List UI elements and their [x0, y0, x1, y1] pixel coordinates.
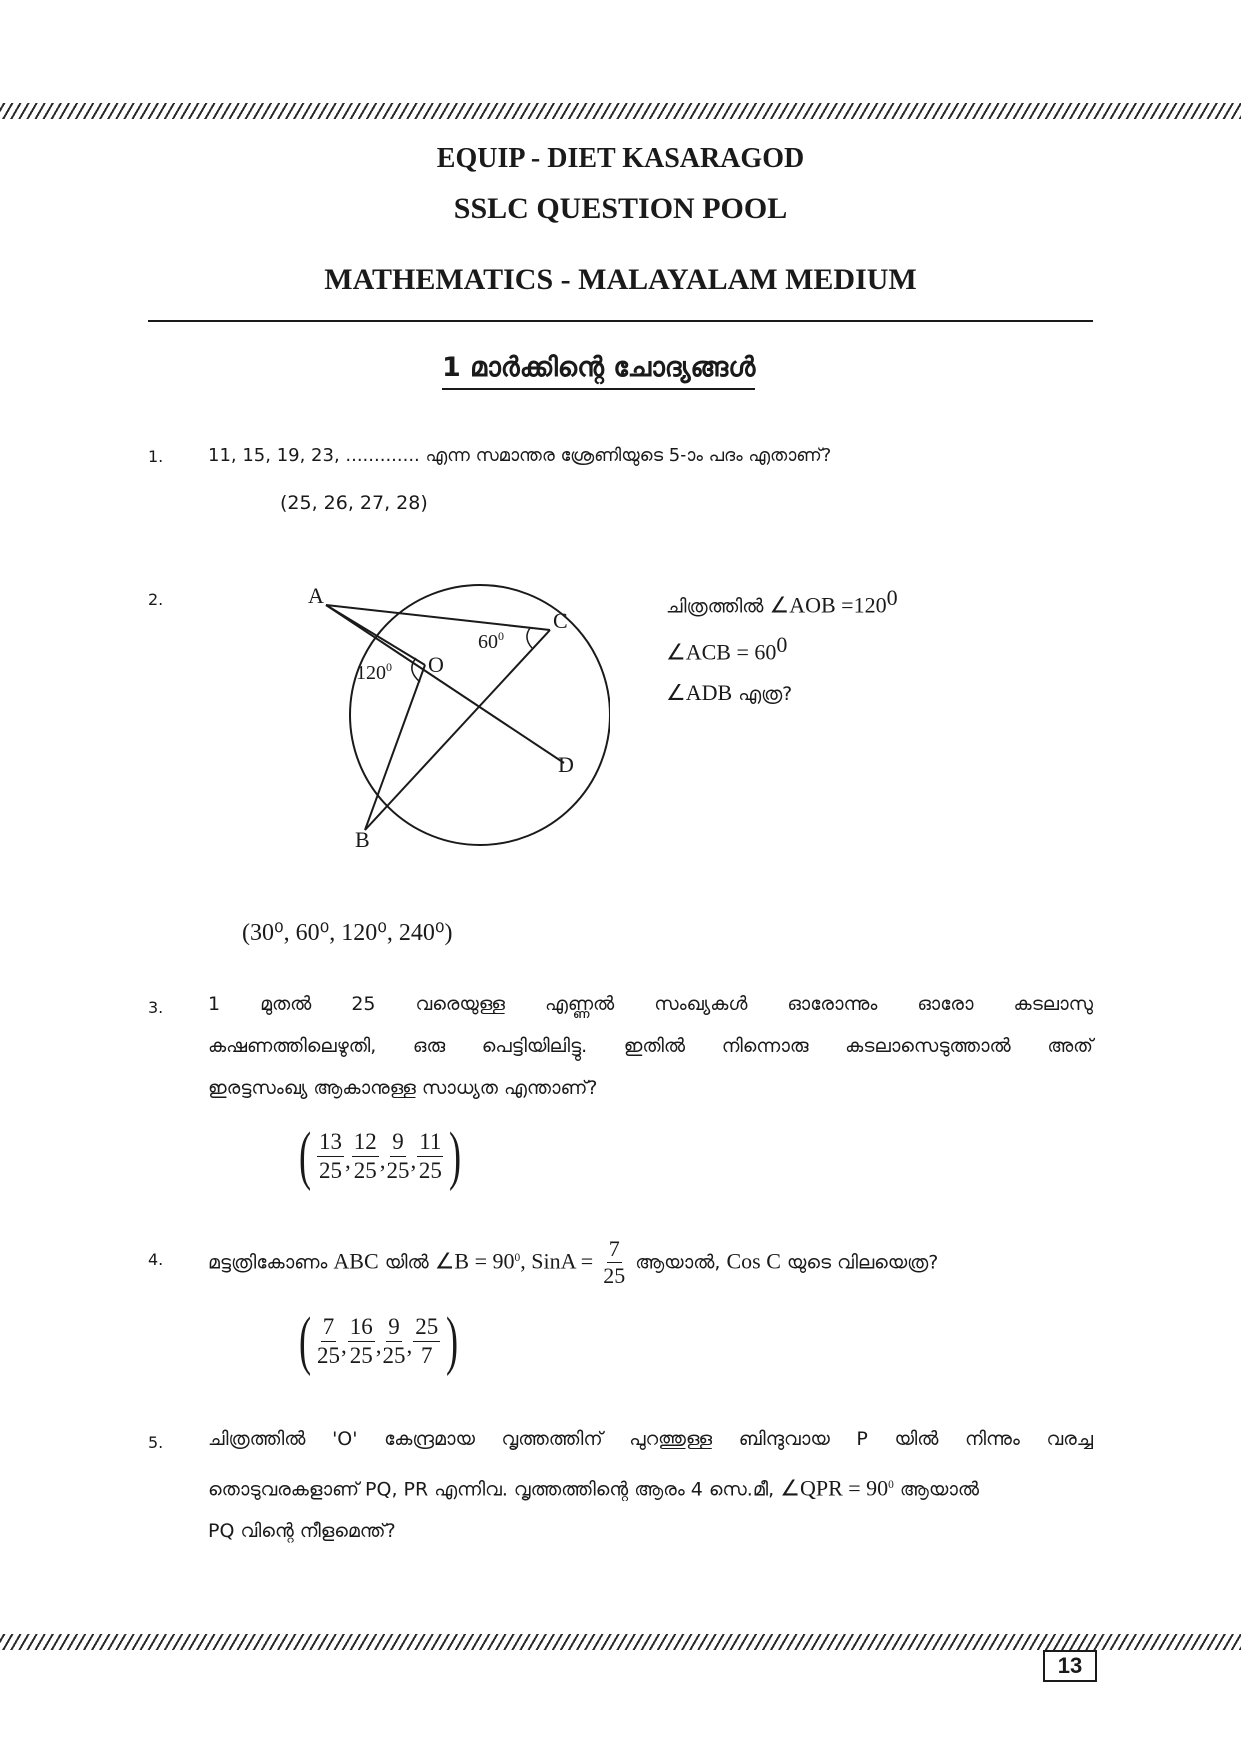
- angle-arc-c: [527, 628, 532, 648]
- degree-mark: 0: [886, 585, 898, 610]
- right-paren: ): [449, 1119, 462, 1192]
- line-ad: [326, 605, 564, 763]
- top-hatch-border: [0, 103, 1241, 119]
- label-a: A: [308, 583, 324, 608]
- question-number: 4.: [148, 1250, 164, 1269]
- page-number: 13: [1043, 1650, 1097, 1682]
- option-fraction: $\frac{7}{25}$: [316, 1313, 340, 1368]
- degree-mark: 0: [386, 660, 392, 674]
- option-fraction: $\frac{9}{25}$: [386, 1128, 410, 1183]
- degree-mark: 0: [498, 629, 504, 643]
- sin-a-fraction: $\frac{7}{25}$: [603, 1236, 626, 1289]
- option-fraction: $\frac{12}{25}$: [353, 1128, 377, 1183]
- line-cb: [365, 630, 550, 830]
- degree-mark: 0: [776, 632, 788, 657]
- question-5-line-2: തൊടുവരകളാണ് PQ, PR എന്നിവ. വൃത്തത്തിന്റെ ആരം 4 സെ.മീ, ∠QPR = $90^0$ ആയാൽ: [208, 1475, 980, 1501]
- header-title-2: SSLC QUESTION POOL: [453, 192, 788, 225]
- option-fraction: $\frac{11}{25}$: [418, 1128, 442, 1183]
- question-5-line-3: PQ വിന്റെ നീളമെന്ത്?: [208, 1520, 396, 1542]
- angle-label-o: 120: [356, 662, 386, 684]
- q2-angle-adb: ∠ADB: [666, 680, 733, 705]
- header-title-3: MATHEMATICS - MALAYALAM MEDIUM: [324, 263, 917, 296]
- diagram-circle: [350, 585, 610, 845]
- question-number: 3.: [148, 998, 164, 1017]
- option-fraction: $\frac{9}{25}$: [382, 1313, 406, 1368]
- question-3-line-3: ഇരട്ടസംഖ്യ ആകാനുള്ള സാധ്യത എന്താണ്?: [208, 1077, 598, 1099]
- question-4-options: ( $\frac{7}{25}$ , $\frac{16}{25}$ , $\frac{9}{25}$ , $\frac{25}{7}$ ): [298, 1304, 459, 1377]
- label-o: O: [428, 652, 444, 677]
- angle-label-c: 60: [478, 631, 498, 653]
- option-fraction: $\frac{25}{7}$: [415, 1313, 439, 1368]
- question-3-options: ( $\frac{13}{25}$ , $\frac{12}{25}$ , $\frac{9}{25}$ , $\frac{11}{25}$ ): [298, 1119, 462, 1192]
- section-title: 1 മാർക്കിന്റെ ചോദ്യങ്ങൾ: [442, 352, 755, 390]
- header-title-1: EQUIP - DIET KASARAGOD: [436, 143, 805, 174]
- question-1-text: 11, 15, 19, 23, ............. എന്ന സമാന്തര ശ്രേണിയുടെ 5-ാം പദം എതാണ്?: [208, 445, 832, 466]
- q2-angle-acb: ∠ACB = 60: [666, 639, 777, 665]
- question-number: 5.: [148, 1433, 164, 1452]
- header-rule: [148, 320, 1093, 322]
- question-2-line-2: [666, 632, 787, 665]
- right-paren: ): [446, 1304, 459, 1377]
- question-1-options: (25, 26, 27, 28): [280, 492, 428, 514]
- svg-text:600: [478, 629, 504, 653]
- q2-angle-aob: ∠AOB =120: [769, 592, 887, 618]
- option-fraction: $\frac{16}{25}$: [349, 1313, 373, 1368]
- option-fraction: $\frac{13}{25}$: [318, 1128, 342, 1183]
- question-5-line-1: ചിത്രത്തിൽ 'O' കേന്ദ്രമായ വൃത്തത്തിന് പുറത്തുള്ള ബിന്ദുവായ P യിൽ നിന്നും വരച്ച: [208, 1428, 1093, 1450]
- bottom-hatch-border: [0, 1634, 1241, 1650]
- question-3-line-1: 1 മുതൽ 25 വരെയുള്ള എണ്ണൽ സംഖ്യകൾ ഓരോന്നും ഓരോ കടലാസു: [208, 993, 1093, 1015]
- left-paren: (: [298, 1304, 312, 1377]
- question-2-line-1: [666, 585, 898, 618]
- question-4-text: മട്ടത്രികോണം ABC യിൽ ∠B = $90^0$, SinA = $\frac{7}{25}$ ആയാൽ, Cos C യുടെ വിലയെത്ര?: [208, 1236, 939, 1289]
- line-ob: [365, 665, 425, 830]
- question-number: 1.: [148, 447, 164, 466]
- label-c: C: [553, 608, 568, 633]
- q2-line3-suffix: എത്ര?: [738, 683, 793, 705]
- svg-text:1200: [356, 660, 392, 684]
- label-b: B: [355, 827, 370, 852]
- question-2-options: (30⁰, 60⁰, 120⁰, 240⁰): [242, 920, 453, 946]
- question-number: 2.: [148, 590, 164, 609]
- label-d: D: [558, 752, 574, 777]
- left-paren: (: [298, 1119, 312, 1192]
- q2-line1-prefix: ചിത്രത്തിൽ: [666, 595, 764, 618]
- circle-diagram: [280, 575, 610, 855]
- question-3-line-2: കഷണത്തിലെഴുതി, ഒരു പെട്ടിയിലിട്ടു. ഇതിൽ നിന്നൊരു കടലാസെടുത്താൽ അത്: [208, 1035, 1093, 1057]
- question-2-line-3: [666, 680, 792, 706]
